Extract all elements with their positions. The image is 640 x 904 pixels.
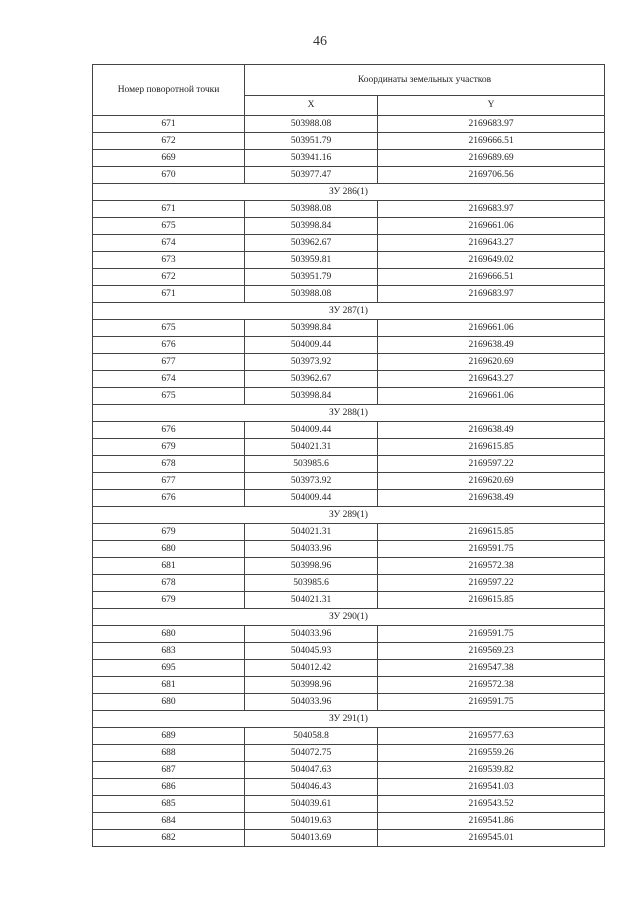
x-coordinate-cell: 503941.16 xyxy=(245,150,378,167)
section-label: ЗУ 288(1) xyxy=(93,405,605,422)
point-number-cell: 695 xyxy=(93,660,245,677)
x-coordinate-cell: 504012.42 xyxy=(245,660,378,677)
y-coordinate-cell: 2169591.75 xyxy=(378,626,605,643)
point-number-cell: 674 xyxy=(93,235,245,252)
y-coordinate-cell: 2169643.27 xyxy=(378,371,605,388)
x-coordinate-cell: 504021.31 xyxy=(245,524,378,541)
point-number-cell: 675 xyxy=(93,320,245,337)
table-row xyxy=(93,575,605,592)
table-row xyxy=(93,813,605,830)
x-coordinate-cell: 504033.96 xyxy=(245,694,378,711)
point-number-cell: 676 xyxy=(93,490,245,507)
table-row xyxy=(93,592,605,609)
x-coordinate-cell: 503988.08 xyxy=(245,286,378,303)
y-coordinate-cell: 2169569.23 xyxy=(378,643,605,660)
x-coordinate-cell: 504058.8 xyxy=(245,728,378,745)
x-coordinate-cell: 503998.84 xyxy=(245,320,378,337)
y-coordinate-cell: 2169661.06 xyxy=(378,388,605,405)
point-number-cell: 679 xyxy=(93,524,245,541)
table-row xyxy=(93,830,605,847)
table-row xyxy=(93,745,605,762)
table-row xyxy=(93,354,605,371)
table-row xyxy=(93,677,605,694)
table-row xyxy=(93,626,605,643)
point-number-cell: 682 xyxy=(93,830,245,847)
table-row xyxy=(93,439,605,456)
page-number: 46 xyxy=(313,34,327,49)
point-number-cell: 680 xyxy=(93,626,245,643)
point-number-cell: 669 xyxy=(93,150,245,167)
x-coordinate-cell: 504045.93 xyxy=(245,643,378,660)
coordinates-table xyxy=(92,64,605,847)
y-coordinate-cell: 2169661.06 xyxy=(378,320,605,337)
point-number-cell: 673 xyxy=(93,252,245,269)
point-number-cell: 679 xyxy=(93,592,245,609)
x-coordinate-cell: 503973.92 xyxy=(245,354,378,371)
point-number-cell: 676 xyxy=(93,337,245,354)
table-row xyxy=(93,524,605,541)
point-number-cell: 687 xyxy=(93,762,245,779)
table-row xyxy=(93,779,605,796)
table-row xyxy=(93,422,605,439)
y-coordinate-cell: 2169591.75 xyxy=(378,541,605,558)
table-row xyxy=(93,286,605,303)
point-number-cell: 671 xyxy=(93,201,245,218)
point-number-cell: 672 xyxy=(93,269,245,286)
point-number-cell: 678 xyxy=(93,456,245,473)
x-coordinate-cell: 503951.79 xyxy=(245,133,378,150)
table-row xyxy=(93,116,605,133)
point-number-cell: 681 xyxy=(93,677,245,694)
table-row xyxy=(93,133,605,150)
x-coordinate-cell: 504009.44 xyxy=(245,422,378,439)
x-coordinate-cell: 504019.63 xyxy=(245,813,378,830)
x-coordinate-cell: 503973.92 xyxy=(245,473,378,490)
x-coordinate-cell: 503962.67 xyxy=(245,371,378,388)
y-coordinate-cell: 2169683.97 xyxy=(378,201,605,218)
x-coordinate-cell: 503959.81 xyxy=(245,252,378,269)
table-header xyxy=(93,65,605,116)
point-number-cell: 686 xyxy=(93,779,245,796)
y-coordinate-cell: 2169572.38 xyxy=(378,677,605,694)
point-number-cell: 685 xyxy=(93,796,245,813)
table-row xyxy=(93,269,605,286)
table-row xyxy=(93,694,605,711)
point-number-cell: 671 xyxy=(93,116,245,133)
y-coordinate-cell: 2169689.69 xyxy=(378,150,605,167)
y-coordinate-cell: 2169649.02 xyxy=(378,252,605,269)
x-coordinate-cell: 503977.47 xyxy=(245,167,378,184)
header-y: Y xyxy=(378,96,605,116)
point-number-cell: 671 xyxy=(93,286,245,303)
y-coordinate-cell: 2169666.51 xyxy=(378,269,605,286)
table-row xyxy=(93,201,605,218)
table-row xyxy=(93,388,605,405)
y-coordinate-cell: 2169615.85 xyxy=(378,524,605,541)
point-number-cell: 672 xyxy=(93,133,245,150)
y-coordinate-cell: 2169661.06 xyxy=(378,218,605,235)
section-row xyxy=(93,711,605,728)
y-coordinate-cell: 2169620.69 xyxy=(378,354,605,371)
point-number-cell: 674 xyxy=(93,371,245,388)
x-coordinate-cell: 504021.31 xyxy=(245,439,378,456)
y-coordinate-cell: 2169706.56 xyxy=(378,167,605,184)
y-coordinate-cell: 2169543.52 xyxy=(378,796,605,813)
header-x: X xyxy=(245,96,378,116)
x-coordinate-cell: 504013.69 xyxy=(245,830,378,847)
point-number-cell: 670 xyxy=(93,167,245,184)
table-row xyxy=(93,252,605,269)
x-coordinate-cell: 504046.43 xyxy=(245,779,378,796)
table-row xyxy=(93,456,605,473)
table-row xyxy=(93,218,605,235)
section-row xyxy=(93,405,605,422)
y-coordinate-cell: 2169577.63 xyxy=(378,728,605,745)
point-number-cell: 675 xyxy=(93,218,245,235)
point-number-cell: 679 xyxy=(93,439,245,456)
table-row xyxy=(93,167,605,184)
y-coordinate-cell: 2169547.38 xyxy=(378,660,605,677)
table-row xyxy=(93,762,605,779)
point-number-cell: 683 xyxy=(93,643,245,660)
header-point-number: Номер поворотной точки xyxy=(93,65,245,116)
y-coordinate-cell: 2169638.49 xyxy=(378,337,605,354)
table-row xyxy=(93,337,605,354)
table-row xyxy=(93,796,605,813)
y-coordinate-cell: 2169591.75 xyxy=(378,694,605,711)
x-coordinate-cell: 503998.96 xyxy=(245,677,378,694)
y-coordinate-cell: 2169545.01 xyxy=(378,830,605,847)
x-coordinate-cell: 504033.96 xyxy=(245,626,378,643)
point-number-cell: 680 xyxy=(93,541,245,558)
table-row xyxy=(93,490,605,507)
y-coordinate-cell: 2169572.38 xyxy=(378,558,605,575)
table-row xyxy=(93,473,605,490)
point-number-cell: 681 xyxy=(93,558,245,575)
point-number-cell: 677 xyxy=(93,354,245,371)
x-coordinate-cell: 504009.44 xyxy=(245,337,378,354)
point-number-cell: 688 xyxy=(93,745,245,762)
y-coordinate-cell: 2169683.97 xyxy=(378,116,605,133)
point-number-cell: 675 xyxy=(93,388,245,405)
y-coordinate-cell: 2169620.69 xyxy=(378,473,605,490)
table-row xyxy=(93,150,605,167)
table-row xyxy=(93,643,605,660)
point-number-cell: 680 xyxy=(93,694,245,711)
point-number-cell: 678 xyxy=(93,575,245,592)
x-coordinate-cell: 503985.6 xyxy=(245,575,378,592)
point-number-cell: 676 xyxy=(93,422,245,439)
y-coordinate-cell: 2169541.03 xyxy=(378,779,605,796)
y-coordinate-cell: 2169559.26 xyxy=(378,745,605,762)
y-coordinate-cell: 2169638.49 xyxy=(378,422,605,439)
y-coordinate-cell: 2169615.85 xyxy=(378,439,605,456)
section-row xyxy=(93,507,605,524)
x-coordinate-cell: 504009.44 xyxy=(245,490,378,507)
y-coordinate-cell: 2169638.49 xyxy=(378,490,605,507)
y-coordinate-cell: 2169597.22 xyxy=(378,575,605,592)
y-coordinate-cell: 2169643.27 xyxy=(378,235,605,252)
x-coordinate-cell: 503998.96 xyxy=(245,558,378,575)
y-coordinate-cell: 2169541.86 xyxy=(378,813,605,830)
table-body xyxy=(93,116,605,847)
x-coordinate-cell: 504047.63 xyxy=(245,762,378,779)
header-coordinates: Координаты земельных участков xyxy=(245,65,605,96)
table-row xyxy=(93,541,605,558)
y-coordinate-cell: 2169683.97 xyxy=(378,286,605,303)
x-coordinate-cell: 503998.84 xyxy=(245,218,378,235)
table-row xyxy=(93,371,605,388)
section-label: ЗУ 287(1) xyxy=(93,303,605,320)
x-coordinate-cell: 503962.67 xyxy=(245,235,378,252)
x-coordinate-cell: 504039.61 xyxy=(245,796,378,813)
x-coordinate-cell: 503951.79 xyxy=(245,269,378,286)
section-label: ЗУ 290(1) xyxy=(93,609,605,626)
x-coordinate-cell: 504072.75 xyxy=(245,745,378,762)
section-label: ЗУ 291(1) xyxy=(93,711,605,728)
y-coordinate-cell: 2169539.82 xyxy=(378,762,605,779)
x-coordinate-cell: 503988.08 xyxy=(245,201,378,218)
y-coordinate-cell: 2169666.51 xyxy=(378,133,605,150)
table-row xyxy=(93,728,605,745)
x-coordinate-cell: 504033.96 xyxy=(245,541,378,558)
point-number-cell: 677 xyxy=(93,473,245,490)
point-number-cell: 684 xyxy=(93,813,245,830)
table-row xyxy=(93,235,605,252)
section-row xyxy=(93,303,605,320)
table-row xyxy=(93,320,605,337)
table-row xyxy=(93,660,605,677)
x-coordinate-cell: 503985.6 xyxy=(245,456,378,473)
y-coordinate-cell: 2169615.85 xyxy=(378,592,605,609)
y-coordinate-cell: 2169597.22 xyxy=(378,456,605,473)
x-coordinate-cell: 504021.31 xyxy=(245,592,378,609)
section-label: ЗУ 286(1) xyxy=(93,184,605,201)
section-row xyxy=(93,609,605,626)
x-coordinate-cell: 503998.84 xyxy=(245,388,378,405)
table-row xyxy=(93,558,605,575)
point-number-cell: 689 xyxy=(93,728,245,745)
x-coordinate-cell: 503988.08 xyxy=(245,116,378,133)
section-row xyxy=(93,184,605,201)
section-label: ЗУ 289(1) xyxy=(93,507,605,524)
